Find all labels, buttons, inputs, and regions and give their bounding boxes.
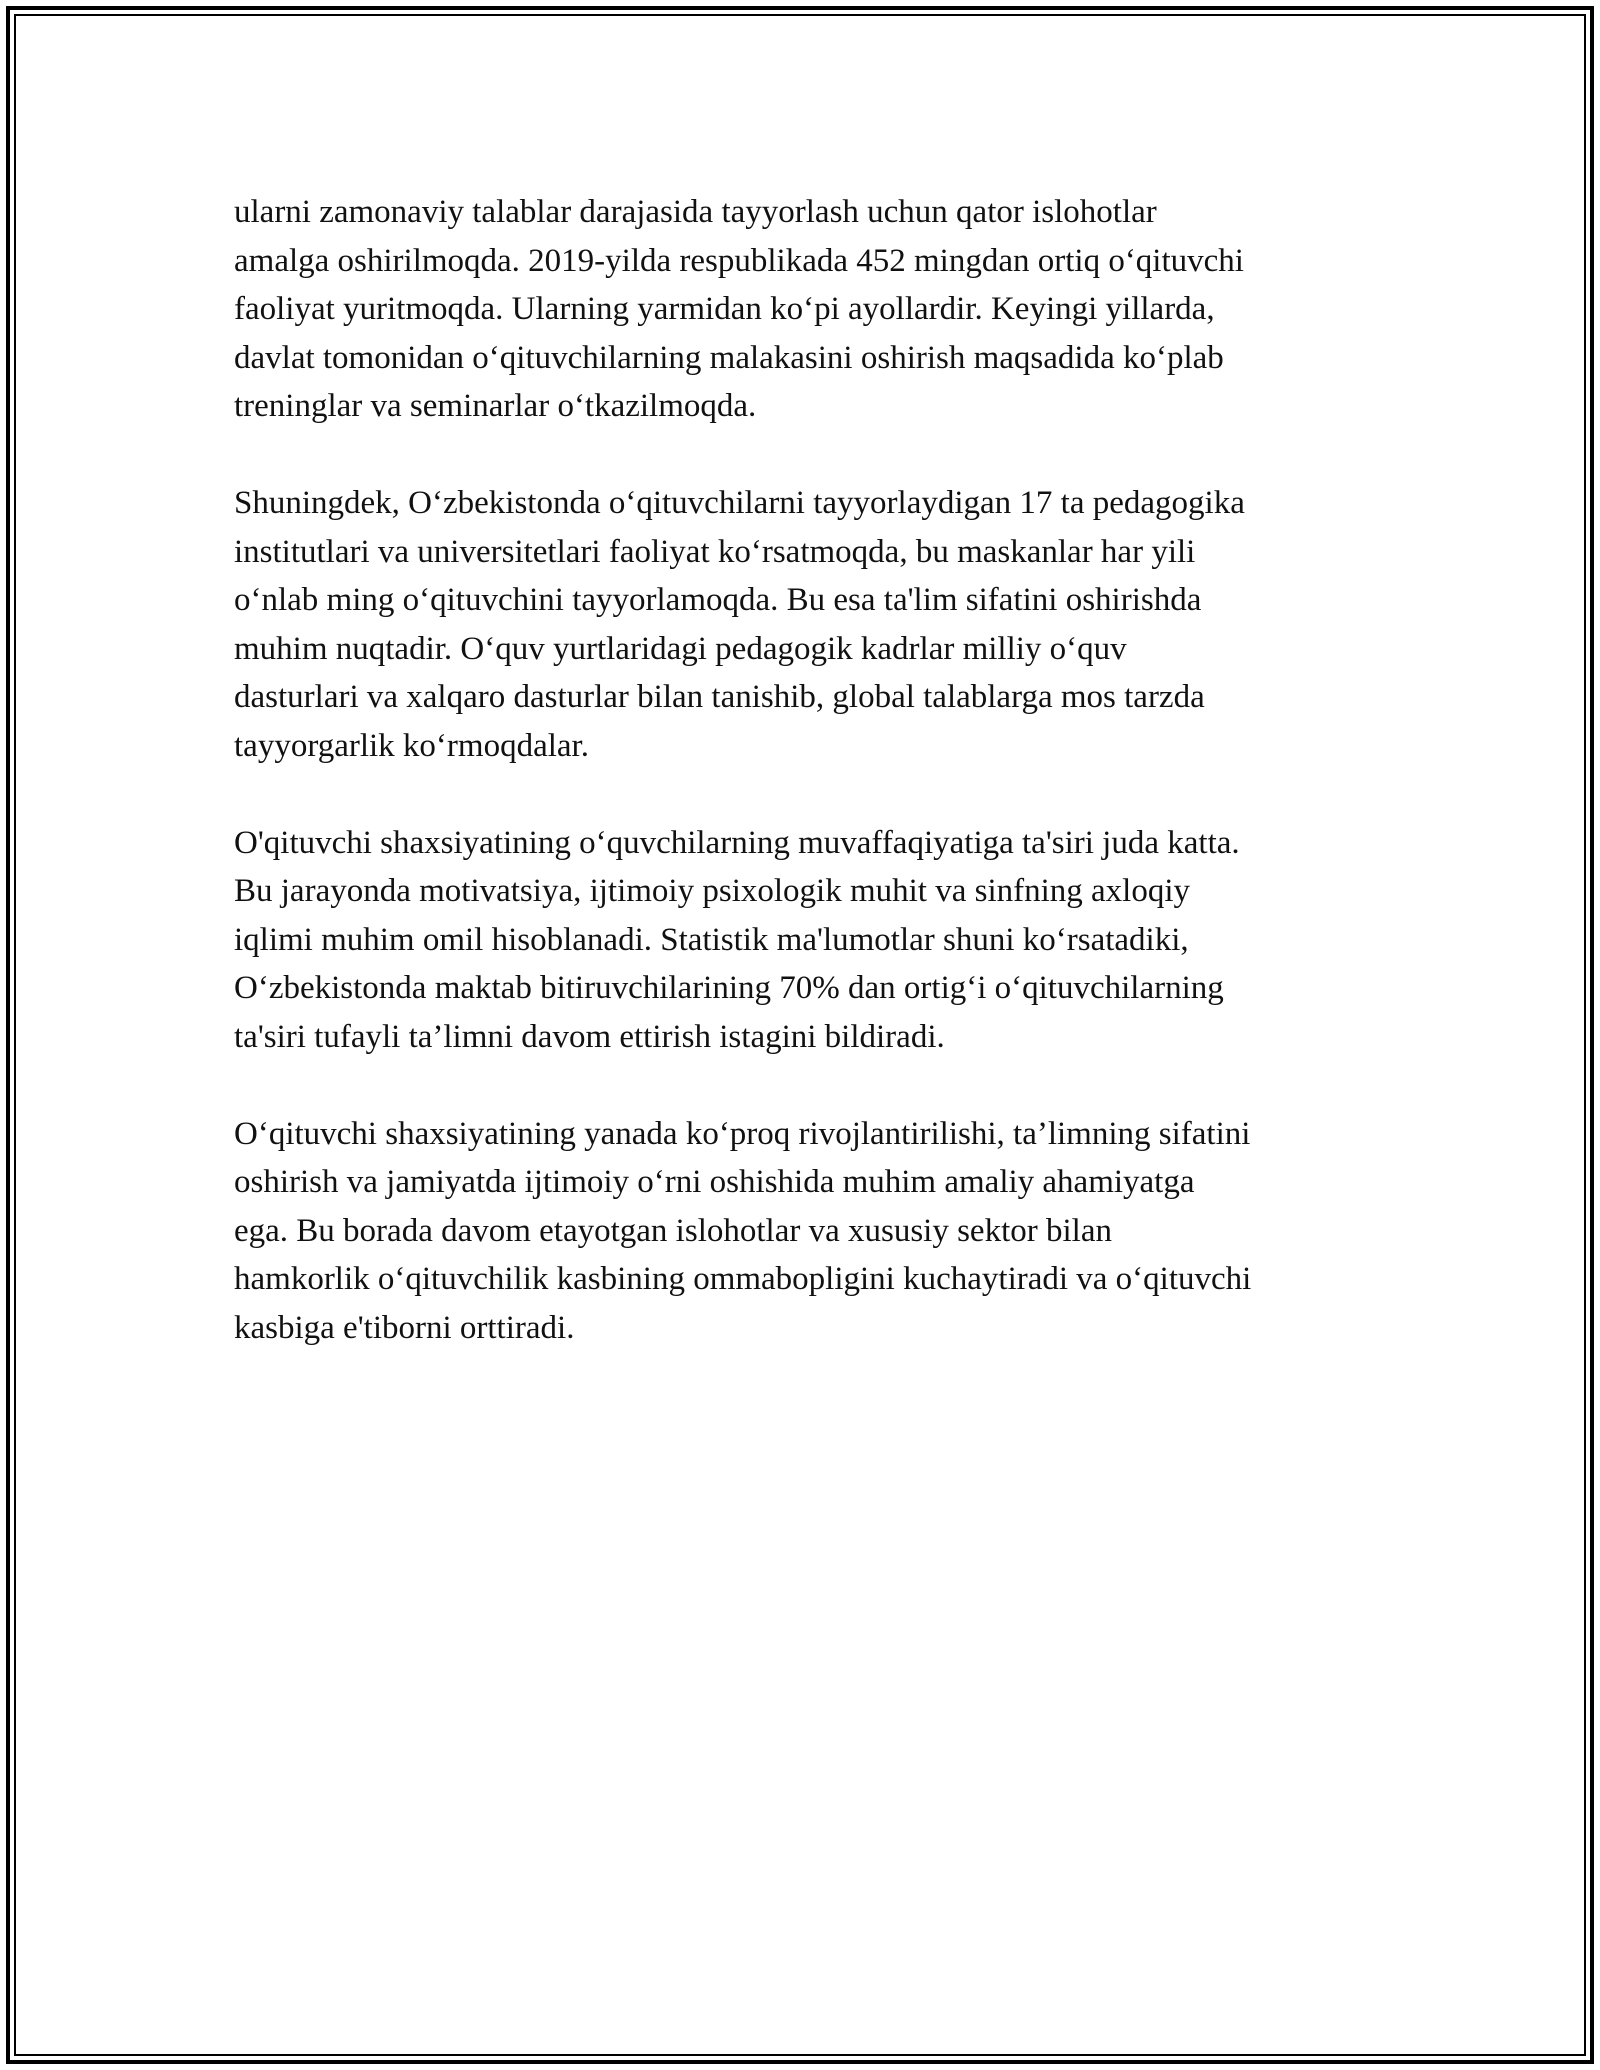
paragraph-4: [234, 1110, 1384, 1353]
text-line: dasturlari va xalqaro dasturlar bilan tanishib, global talablarga mos tarzda: [234, 679, 1205, 715]
text-line: ularni zamonaviy talablar darajasida tayyorlash uchun qator islohotlar: [234, 194, 1157, 230]
text-line: treninglar va seminarlar o‘tkazilmoqda.: [234, 388, 757, 424]
text-line: institutlari va universitetlari faoliyat ko‘rsatmoqda, bu maskanlar har yili: [234, 533, 1196, 570]
text-line: O‘qituvchi shaxsiyatining yanada ko‘proq rivojlantirilishi, ta’limning sifatini: [234, 1115, 1251, 1152]
paragraph-1: [234, 188, 1384, 431]
text-line: faoliyat yuritmoqda. Ularning yarmidan ko‘pi ayollardir. Keyingi yillarda,: [234, 291, 1215, 327]
text-line: ega. Bu borada davom etayotgan islohotlar va xususiy sektor bilan: [234, 1212, 1112, 1249]
text-line: iqlimi muhim omil hisoblanadi. Statistik ma'lumotlar shuni ko‘rsatadiki,: [234, 921, 1189, 958]
document-body: [234, 188, 1384, 1401]
text-line: kasbiga e'tiborni orttiradi.: [234, 1309, 575, 1346]
paragraph-2: [234, 479, 1384, 770]
text-line: o‘nlab ming o‘qituvchini tayyorlamoqda. Bu esa ta'lim sifatini oshirishda: [234, 582, 1202, 618]
text-line: tayyorgarlik ko‘rmoqdalar.: [234, 727, 589, 764]
paragraph-3: [234, 819, 1384, 1062]
text-line: oshirish va jamiyatda ijtimoiy o‘rni oshishida muhim amaliy ahamiyatga: [234, 1164, 1195, 1200]
text-line: Bu jarayonda motivatsiya, ijtimoiy psixologik muhit va sinfning axloqiy: [234, 873, 1191, 909]
text-line: davlat tomonidan o‘qituvchilarning malakasini oshirish maqsadida ko‘plab: [234, 339, 1224, 376]
text-line: ta'siri tufayli ta’limni davom ettirish istagini bildiradi.: [234, 1018, 945, 1055]
text-line: amalga oshirilmoqda. 2019-yilda respublikada 452 mingdan ortiq o‘qituvchi: [234, 242, 1244, 279]
text-line: Shuningdek, O‘zbekistonda o‘qituvchilarni tayyorlaydigan 17 ta pedagogika: [234, 485, 1245, 521]
text-line: hamkorlik o‘qituvchilik kasbining ommabopligini kuchaytiradi va o‘qituvchi: [234, 1261, 1252, 1297]
text-line: O'qituvchi shaxsiyatining o‘quvchilarning muvaffaqiyatiga ta'siri juda katta.: [234, 824, 1240, 861]
text-line: O‘zbekistonda maktab bitiruvchilarining 70% dan ortig‘i o‘qituvchilarning: [234, 970, 1224, 1006]
text-line: muhim nuqtadir. O‘quv yurtlaridagi pedagogik kadrlar milliy o‘quv: [234, 630, 1127, 667]
